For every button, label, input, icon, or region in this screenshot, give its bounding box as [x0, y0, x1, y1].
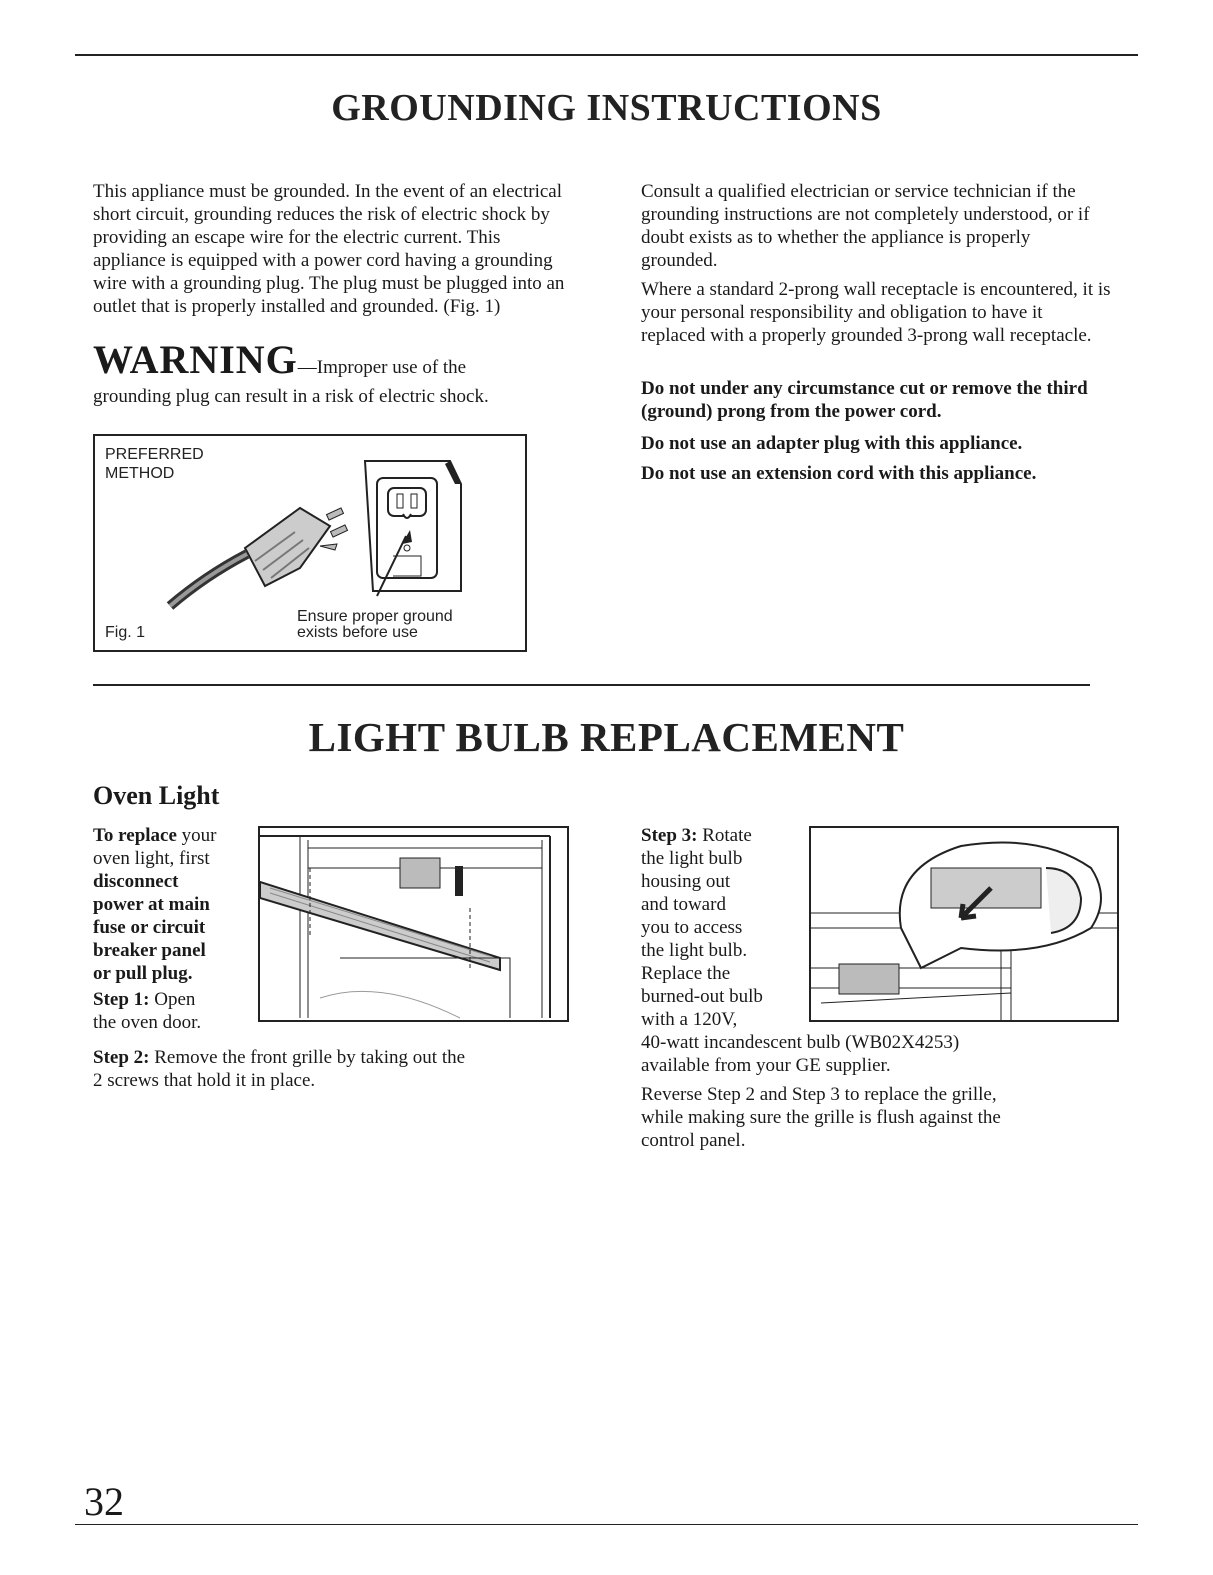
step3-line: Replace the — [641, 963, 731, 984]
grounding-right-p2: Where a standard 2-prong wall receptacle is encountered, it is your personal responsibility and obligation to have it replaced with a properly grounded 3-prong wall receptacle. — [641, 279, 1111, 346]
warning-dash: — — [297, 357, 317, 378]
oven-light-subheading: Oven Light — [93, 781, 220, 810]
grounding-right-p1: Consult a qualified electrician or service technician if the grounding instructions are not completely understood, or if doubt exists as to whether the appliance is properly grounded. — [641, 181, 1090, 271]
grounding-title: GROUNDING INSTRUCTIONS — [331, 87, 882, 129]
middle-rule — [93, 684, 1090, 686]
step1: Step 1: Open — [93, 989, 196, 1010]
top-rule — [75, 54, 1138, 56]
reverse-line: control panel. — [641, 1130, 746, 1151]
replace-line: oven light, first — [93, 848, 210, 869]
grille-figure — [258, 826, 569, 1022]
step3-line: available from your GE supplier. — [641, 1055, 891, 1076]
step3-line: the light bulb — [641, 848, 743, 869]
replace-instructions — [93, 824, 263, 1034]
step3: Step 3: Rotate the light bulb housing out and toward you to access the light bulb. Replace the burned-out bulb with a 120V, 40-watt incandescent bulb (WB02X4253) available from your GE supplier. Reverse Step 2 and Step 3 to replace the grille, while making sure the grille is flush against the control panel. — [641, 824, 1121, 1152]
page-number: 32 — [84, 1479, 124, 1524]
figure-1 — [93, 434, 527, 652]
warning-word: WARNING — [93, 337, 298, 382]
step2-text: Remove the front grille by taking out the — [149, 1047, 466, 1068]
reverse-line: while making sure the grille is flush against the — [641, 1107, 1001, 1128]
replace-line: or pull plug. — [93, 963, 193, 984]
replace-line: disconnect — [93, 871, 179, 892]
step3-label: Step 3: — [641, 825, 698, 846]
grounding-intro: This appliance must be grounded. In the event of an electrical short circuit, grounding reduces the risk of electric shock by providing an escape wire for the electric current. This appliance is equipped with a power cord having a grounding wire with a grounding plug. The plug must be plugged into an outlet that is properly installed and grounded. (Fig. 1) — [93, 181, 565, 317]
grille-illustration — [260, 828, 567, 1020]
figure-caption-line1: Ensure proper ground — [297, 608, 453, 625]
replace-line: power at main — [93, 894, 210, 915]
replace-line: breaker panel — [93, 940, 206, 961]
step2-text-cont: 2 screws that hold it in place. — [93, 1070, 316, 1091]
warning-block — [93, 337, 563, 408]
step3-line: the light bulb. — [641, 940, 748, 961]
grounding-bold-1: Do not under any circumstance cut or remove the third (ground) prong from the power cord. — [641, 378, 1088, 422]
figure-label-method: METHOD — [105, 465, 175, 482]
light-title: LIGHT BULB REPLACEMENT — [308, 714, 905, 760]
replace-line: To replace your — [93, 825, 217, 846]
replace-line: fuse or circuit — [93, 917, 206, 938]
step2 — [93, 1046, 573, 1092]
bulb-figure — [809, 826, 1119, 1022]
step2-label: Step 2: — [93, 1047, 150, 1068]
step3-line: housing out — [641, 871, 731, 892]
step3-line: and toward — [641, 894, 726, 915]
reverse-line: Reverse Step 2 and Step 3 to replace the grille, — [641, 1084, 997, 1105]
step1-cont: the oven door. — [93, 1012, 202, 1033]
step3-line: you to access — [641, 917, 743, 938]
warning-text-2: grounding plug can result in a risk of electric shock. — [93, 386, 489, 407]
step3-line: burned-out bulb — [641, 986, 763, 1007]
step3-line: 40-watt incandescent bulb (WB02X4253) — [641, 1032, 960, 1053]
bulb-illustration — [811, 828, 1117, 1020]
step3-line: with a 120V, — [641, 1009, 738, 1030]
figure-number: Fig. 1 — [105, 624, 146, 641]
warning-text-1: Improper use of the — [316, 357, 467, 378]
bottom-rule — [75, 1524, 1138, 1525]
figure-caption-line2: exists before use — [297, 624, 418, 641]
grounding-bold-2: Do not use an adapter plug with this appliance. — [641, 433, 1023, 454]
figure-label-preferred: PREFERRED — [105, 446, 204, 463]
grounding-bold-3: Do not use an extension cord with this appliance. — [641, 463, 1037, 484]
